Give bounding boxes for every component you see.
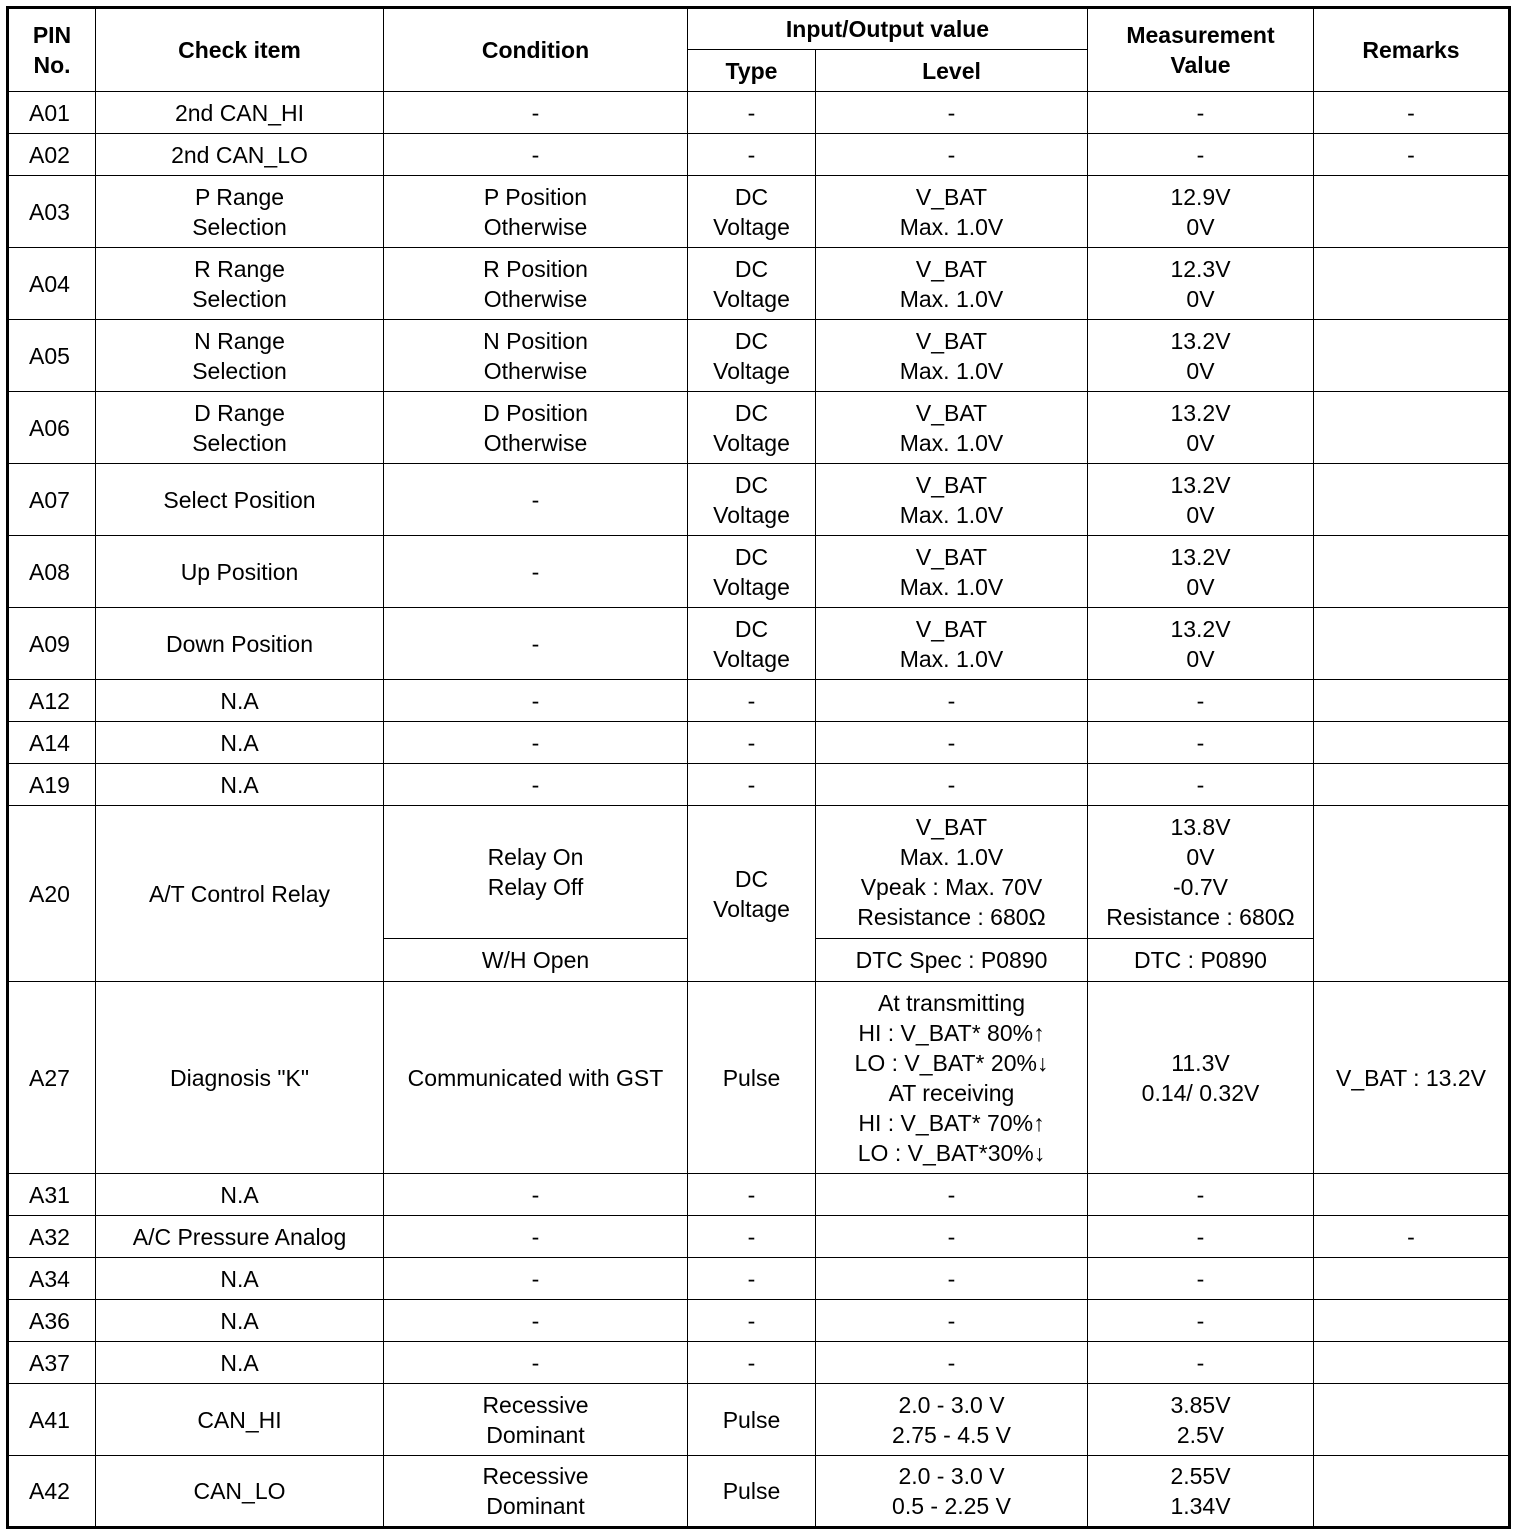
remarks-cell (1314, 764, 1510, 806)
measurement-cell: - (1088, 680, 1314, 722)
measurement-cell: 3.85V 2.5V (1088, 1384, 1314, 1456)
measurement-cell: 13.2V 0V (1088, 392, 1314, 464)
level-cell: 2.0 - 3.0 V 0.5 - 2.25 V (816, 1456, 1088, 1528)
measurement-cell: 13.8V 0V -0.7V Resistance : 680Ω (1088, 806, 1314, 939)
remarks-cell (1314, 176, 1510, 248)
remarks-cell (1314, 1456, 1510, 1528)
check-item-cell: A/T Control Relay (96, 806, 384, 982)
level-cell: DTC Spec : P0890 (816, 939, 1088, 982)
type-cell: - (688, 1300, 816, 1342)
header-measurement: Measurement Value (1088, 8, 1314, 92)
measurement-cell: - (1088, 1216, 1314, 1258)
type-cell: - (688, 1174, 816, 1216)
remarks-cell (1314, 536, 1510, 608)
level-cell: - (816, 134, 1088, 176)
measurement-cell: - (1088, 722, 1314, 764)
check-item-cell: CAN_HI (96, 1384, 384, 1456)
header-condition: Condition (384, 8, 688, 92)
measurement-cell: 11.3V 0.14/ 0.32V (1088, 982, 1314, 1174)
condition-cell: - (384, 1342, 688, 1384)
pin-cell: A04 (8, 248, 96, 320)
condition-cell: P Position Otherwise (384, 176, 688, 248)
level-cell: 2.0 - 3.0 V 2.75 - 4.5 V (816, 1384, 1088, 1456)
check-item-cell: Select Position (96, 464, 384, 536)
level-cell: - (816, 1300, 1088, 1342)
table-row (8, 92, 1510, 134)
measurement-cell: 12.3V 0V (1088, 248, 1314, 320)
condition-cell: - (384, 536, 688, 608)
condition-cell: Relay On Relay Off (384, 806, 688, 939)
table-row (8, 1258, 1510, 1300)
type-cell: DC Voltage (688, 608, 816, 680)
check-item-cell: A/C Pressure Analog (96, 1216, 384, 1258)
table-row (8, 764, 1510, 806)
header-io-value: Input/Output value (688, 8, 1088, 50)
pin-cell: A07 (8, 464, 96, 536)
check-item-cell: 2nd CAN_HI (96, 92, 384, 134)
check-item-cell: CAN_LO (96, 1456, 384, 1528)
check-item-cell: N.A (96, 680, 384, 722)
type-cell: - (688, 680, 816, 722)
type-cell: DC Voltage (688, 536, 816, 608)
type-cell: - (688, 1216, 816, 1258)
pin-cell: A37 (8, 1342, 96, 1384)
remarks-cell (1314, 1342, 1510, 1384)
condition-cell: D Position Otherwise (384, 392, 688, 464)
type-cell: - (688, 764, 816, 806)
pin-cell: A27 (8, 982, 96, 1174)
check-item-cell: Diagnosis "K" (96, 982, 384, 1174)
level-cell: - (816, 1258, 1088, 1300)
condition-cell: Communicated with GST (384, 982, 688, 1174)
level-cell: V_BAT Max. 1.0V (816, 320, 1088, 392)
header-type: Type (688, 50, 816, 92)
pin-cell: A31 (8, 1174, 96, 1216)
level-cell: - (816, 1216, 1088, 1258)
condition-cell: - (384, 680, 688, 722)
condition-cell: Recessive Dominant (384, 1384, 688, 1456)
type-cell: Pulse (688, 982, 816, 1174)
measurement-cell: - (1088, 764, 1314, 806)
measurement-cell: 13.2V 0V (1088, 536, 1314, 608)
condition-cell: - (384, 722, 688, 764)
measurement-cell: 12.9V 0V (1088, 176, 1314, 248)
table-row-a20 (8, 806, 1510, 939)
remarks-cell (1314, 248, 1510, 320)
condition-cell: - (384, 134, 688, 176)
check-item-cell: N.A (96, 722, 384, 764)
measurement-cell: - (1088, 1258, 1314, 1300)
measurement-cell: - (1088, 134, 1314, 176)
measurement-cell: - (1088, 1174, 1314, 1216)
condition-cell: - (384, 608, 688, 680)
type-cell: DC Voltage (688, 806, 816, 982)
measurement-cell: 2.55V 1.34V (1088, 1456, 1314, 1528)
condition-cell: - (384, 92, 688, 134)
type-cell: - (688, 722, 816, 764)
table-row (8, 722, 1510, 764)
table-row (8, 1384, 1510, 1456)
measurement-cell: 13.2V 0V (1088, 464, 1314, 536)
level-cell: - (816, 1174, 1088, 1216)
measurement-cell: - (1088, 1342, 1314, 1384)
check-item-cell: N.A (96, 1258, 384, 1300)
remarks-cell (1314, 680, 1510, 722)
pin-cell: A14 (8, 722, 96, 764)
table-row (8, 536, 1510, 608)
pin-cell: A02 (8, 134, 96, 176)
level-cell: V_BAT Max. 1.0V (816, 392, 1088, 464)
remarks-cell (1314, 1258, 1510, 1300)
condition-cell: - (384, 1300, 688, 1342)
measurement-cell: 13.2V 0V (1088, 608, 1314, 680)
type-cell: - (688, 1258, 816, 1300)
table-row (8, 176, 1510, 248)
level-cell: - (816, 92, 1088, 134)
check-item-cell: N Range Selection (96, 320, 384, 392)
type-cell: DC Voltage (688, 248, 816, 320)
pin-cell: A42 (8, 1456, 96, 1528)
table-row (8, 248, 1510, 320)
table-row (8, 464, 1510, 536)
type-cell: DC Voltage (688, 464, 816, 536)
check-item-cell: R Range Selection (96, 248, 384, 320)
level-cell: V_BAT Max. 1.0V (816, 464, 1088, 536)
type-cell: DC Voltage (688, 320, 816, 392)
level-cell: V_BAT Max. 1.0V (816, 248, 1088, 320)
type-cell: DC Voltage (688, 392, 816, 464)
table-row (8, 392, 1510, 464)
remarks-cell (1314, 320, 1510, 392)
table-row (8, 134, 1510, 176)
pin-cell: A41 (8, 1384, 96, 1456)
type-cell: - (688, 92, 816, 134)
remarks-cell (1314, 1174, 1510, 1216)
type-cell: Pulse (688, 1456, 816, 1528)
pin-cell: A09 (8, 608, 96, 680)
pin-cell: A05 (8, 320, 96, 392)
table-row (8, 1174, 1510, 1216)
remarks-cell (1314, 1300, 1510, 1342)
table-row-a27 (8, 982, 1510, 1174)
condition-cell: W/H Open (384, 939, 688, 982)
condition-cell: R Position Otherwise (384, 248, 688, 320)
table-row (8, 1216, 1510, 1258)
remarks-cell (1314, 608, 1510, 680)
table-row (8, 680, 1510, 722)
pin-cell: A32 (8, 1216, 96, 1258)
table-row (8, 1300, 1510, 1342)
header-pin: PIN No. (8, 8, 96, 92)
pin-cell: A19 (8, 764, 96, 806)
remarks-cell (1314, 1384, 1510, 1456)
level-cell: V_BAT Max. 1.0V (816, 608, 1088, 680)
remarks-cell (1314, 464, 1510, 536)
pin-cell: A01 (8, 92, 96, 134)
type-cell: DC Voltage (688, 176, 816, 248)
table-row (8, 320, 1510, 392)
level-cell: V_BAT Max. 1.0V (816, 176, 1088, 248)
table-row (8, 1342, 1510, 1384)
header-row-top (8, 8, 1510, 50)
pin-check-table (6, 6, 1511, 1529)
remarks-cell: - (1314, 134, 1510, 176)
type-cell: Pulse (688, 1384, 816, 1456)
level-cell: At transmitting HI : V_BAT* 80%↑ LO : V_BAT* 20%↓ AT receiving HI : V_BAT* 70%↑ LO : V_BAT*30%↓ (816, 982, 1088, 1174)
pin-cell: A03 (8, 176, 96, 248)
header-check-item: Check item (96, 8, 384, 92)
check-item-cell: P Range Selection (96, 176, 384, 248)
header-remarks: Remarks (1314, 8, 1510, 92)
level-cell: V_BAT Max. 1.0V (816, 536, 1088, 608)
pin-cell: A06 (8, 392, 96, 464)
measurement-cell: DTC : P0890 (1088, 939, 1314, 982)
level-cell: - (816, 680, 1088, 722)
check-item-cell: Up Position (96, 536, 384, 608)
type-cell: - (688, 1342, 816, 1384)
condition-cell: - (384, 1174, 688, 1216)
check-item-cell: D Range Selection (96, 392, 384, 464)
remarks-cell (1314, 722, 1510, 764)
level-cell: - (816, 764, 1088, 806)
measurement-cell: - (1088, 1300, 1314, 1342)
header-level: Level (816, 50, 1088, 92)
remarks-cell (1314, 392, 1510, 464)
pin-cell: A12 (8, 680, 96, 722)
pin-cell: A20 (8, 806, 96, 982)
check-item-cell: N.A (96, 1300, 384, 1342)
type-cell: - (688, 134, 816, 176)
condition-cell: - (384, 764, 688, 806)
check-item-cell: N.A (96, 1174, 384, 1216)
condition-cell: - (384, 1216, 688, 1258)
check-item-cell: 2nd CAN_LO (96, 134, 384, 176)
condition-cell: - (384, 464, 688, 536)
pin-cell: A34 (8, 1258, 96, 1300)
pin-cell: A08 (8, 536, 96, 608)
remarks-cell: V_BAT : 13.2V (1314, 982, 1510, 1174)
check-item-cell: N.A (96, 1342, 384, 1384)
measurement-cell: 13.2V 0V (1088, 320, 1314, 392)
remarks-cell: - (1314, 92, 1510, 134)
table-row (8, 1456, 1510, 1528)
table-row (8, 608, 1510, 680)
check-item-cell: N.A (96, 764, 384, 806)
level-cell: - (816, 1342, 1088, 1384)
check-item-cell: Down Position (96, 608, 384, 680)
condition-cell: - (384, 1258, 688, 1300)
condition-cell: N Position Otherwise (384, 320, 688, 392)
remarks-cell (1314, 806, 1510, 982)
level-cell: - (816, 722, 1088, 764)
level-cell: V_BAT Max. 1.0V Vpeak : Max. 70V Resistance : 680Ω (816, 806, 1088, 939)
measurement-cell: - (1088, 92, 1314, 134)
condition-cell: Recessive Dominant (384, 1456, 688, 1528)
pin-cell: A36 (8, 1300, 96, 1342)
remarks-cell: - (1314, 1216, 1510, 1258)
